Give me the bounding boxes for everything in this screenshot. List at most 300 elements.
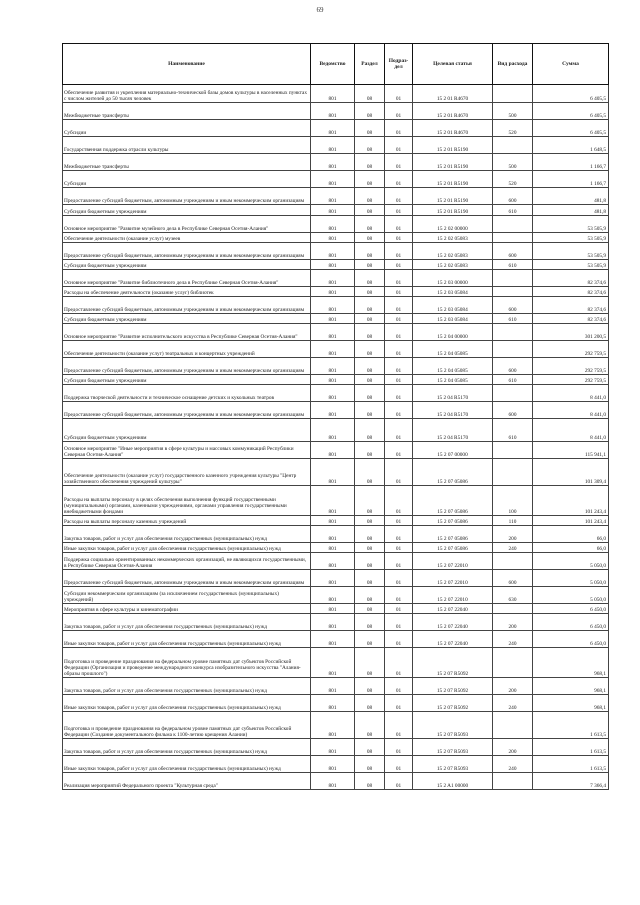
row-expense-type: 240 bbox=[493, 631, 533, 648]
row-expense-type: 610 bbox=[493, 205, 533, 216]
row-section: 08 bbox=[355, 648, 385, 678]
row-section: 08 bbox=[355, 604, 385, 614]
row-name: Иные закупки товаров, работ и услуг для обеспечения государственных (муниципальных) нужд bbox=[63, 543, 311, 553]
table-row bbox=[63, 486, 609, 516]
row-expense-type bbox=[493, 216, 533, 233]
row-name: Субсидии бюджетным учреждениям bbox=[63, 375, 311, 385]
row-subsection: 01 bbox=[385, 543, 413, 553]
row-expense-type: 600 bbox=[493, 243, 533, 260]
row-ministry: 801 bbox=[311, 648, 355, 678]
row-subsection: 01 bbox=[385, 402, 413, 419]
row-name: Закупка товаров, работ и услуг для обеспечения государственных (муниципальных) нужд bbox=[63, 678, 311, 695]
table-row bbox=[63, 260, 609, 270]
row-expense-type bbox=[493, 712, 533, 739]
row-target-article: 15 2 07 05086 bbox=[413, 526, 493, 543]
row-name: Основное мероприятие "Иные мероприятия в сфере культуры и массовых коммуникаций Республики Северная Осетия-Алания" bbox=[63, 442, 311, 459]
row-section: 08 bbox=[355, 756, 385, 773]
row-section: 08 bbox=[355, 695, 385, 712]
row-target-article: 15 2 02 00000 bbox=[413, 216, 493, 233]
row-target-article: 15 2 01 R5190 bbox=[413, 188, 493, 205]
row-ministry: 801 bbox=[311, 216, 355, 233]
row-expense-type: 500 bbox=[493, 103, 533, 120]
row-target-article: 15 2 07 05086 bbox=[413, 543, 493, 553]
row-subsection: 01 bbox=[385, 773, 413, 790]
row-expense-type: 200 bbox=[493, 739, 533, 756]
row-section: 08 bbox=[355, 526, 385, 543]
row-name: Предоставление субсидий бюджетным, автономным учреждениям и иным некоммерческим организациям bbox=[63, 358, 311, 375]
row-target-article: 15 2 07 R5092 bbox=[413, 695, 493, 712]
row-sum: 8 441,0 bbox=[533, 402, 609, 419]
row-sum: 82 374,6 bbox=[533, 314, 609, 324]
row-target-article: 15 2 04 R5170 bbox=[413, 402, 493, 419]
row-target-article: 15 2 07 R5092 bbox=[413, 678, 493, 695]
table-row bbox=[63, 314, 609, 324]
row-name: Субсидии некоммерческим организациям (за исключением государственных (муниципальных) учреждений) bbox=[63, 587, 311, 604]
table-row bbox=[63, 739, 609, 756]
row-ministry: 801 bbox=[311, 358, 355, 375]
row-section: 08 bbox=[355, 358, 385, 375]
row-section: 08 bbox=[355, 419, 385, 442]
row-section: 08 bbox=[355, 375, 385, 385]
row-name: Подготовка и проведение празднования на федеральном уровне памятных дат субъектов Российской Федерации (Организация и проведение международного конкурса изобразительного искусства "Алания-образы прошлого") bbox=[63, 648, 311, 678]
row-sum: 82 374,6 bbox=[533, 270, 609, 287]
row-target-article: 15 2 07 R5093 bbox=[413, 756, 493, 773]
row-sum: 101 309,4 bbox=[533, 459, 609, 486]
row-subsection: 01 bbox=[385, 695, 413, 712]
row-sum: 101 243,4 bbox=[533, 486, 609, 516]
row-expense-type bbox=[493, 85, 533, 103]
row-target-article: 15 2 03 00000 bbox=[413, 270, 493, 287]
row-ministry: 801 bbox=[311, 385, 355, 402]
row-target-article: 15 2 07 05086 bbox=[413, 486, 493, 516]
table-body bbox=[63, 85, 609, 790]
row-expense-type bbox=[493, 137, 533, 154]
row-expense-type: 600 bbox=[493, 402, 533, 419]
row-expense-type: 200 bbox=[493, 614, 533, 631]
row-expense-type: 240 bbox=[493, 543, 533, 553]
row-expense-type: 610 bbox=[493, 314, 533, 324]
row-target-article: 15 2 07 05086 bbox=[413, 516, 493, 526]
header-sum: Сумма bbox=[533, 44, 609, 85]
row-section: 08 bbox=[355, 243, 385, 260]
row-subsection: 01 bbox=[385, 419, 413, 442]
row-ministry: 801 bbox=[311, 171, 355, 188]
row-ministry: 801 bbox=[311, 739, 355, 756]
header-expense-type: Вид расхода bbox=[493, 44, 533, 85]
row-name: Закупка товаров, работ и услуг для обеспечения государственных (муниципальных) нужд bbox=[63, 739, 311, 756]
row-expense-type: 600 bbox=[493, 297, 533, 314]
row-section: 08 bbox=[355, 543, 385, 553]
row-target-article: 15 2 04 05085 bbox=[413, 375, 493, 385]
row-name: Предоставление субсидий бюджетным, автономным учреждениям и иным некоммерческим организациям bbox=[63, 570, 311, 587]
header-ministry: Ведомство bbox=[311, 44, 355, 85]
row-sum: 1 166,7 bbox=[533, 154, 609, 171]
row-subsection: 01 bbox=[385, 631, 413, 648]
row-expense-type bbox=[493, 553, 533, 570]
row-name: Расходы на обеспечение деятельности (оказание услуг) библиотек bbox=[63, 287, 311, 297]
row-ministry: 801 bbox=[311, 419, 355, 442]
row-expense-type: 600 bbox=[493, 188, 533, 205]
row-expense-type bbox=[493, 385, 533, 402]
page-number: 69 bbox=[316, 6, 324, 14]
row-sum: 6 405,5 bbox=[533, 85, 609, 103]
row-sum: 292 759,5 bbox=[533, 375, 609, 385]
row-sum: 53 505,9 bbox=[533, 260, 609, 270]
row-sum: 481,8 bbox=[533, 205, 609, 216]
row-sum: 6 450,0 bbox=[533, 631, 609, 648]
row-section: 08 bbox=[355, 553, 385, 570]
row-name: Субсидии bbox=[63, 120, 311, 137]
row-section: 08 bbox=[355, 120, 385, 137]
row-subsection: 01 bbox=[385, 712, 413, 739]
row-ministry: 801 bbox=[311, 614, 355, 631]
header-name: Наименование bbox=[63, 44, 311, 85]
row-name: Предоставление субсидий бюджетным, автономным учреждениям и иным некоммерческим организациям bbox=[63, 243, 311, 260]
row-sum: 5 050,0 bbox=[533, 570, 609, 587]
row-subsection: 01 bbox=[385, 614, 413, 631]
row-name: Межбюджетные трансферты bbox=[63, 103, 311, 120]
row-section: 08 bbox=[355, 205, 385, 216]
table-row bbox=[63, 287, 609, 297]
table-row bbox=[63, 375, 609, 385]
row-target-article: 15 2 A1 00000 bbox=[413, 773, 493, 790]
row-name: Субсидии бюджетным учреждениям bbox=[63, 419, 311, 442]
row-sum: 8 441,0 bbox=[533, 385, 609, 402]
row-section: 08 bbox=[355, 712, 385, 739]
row-name: Закупка товаров, работ и услуг для обеспечения государственных (муниципальных) нужд bbox=[63, 614, 311, 631]
row-section: 08 bbox=[355, 442, 385, 459]
row-ministry: 801 bbox=[311, 103, 355, 120]
row-name: Субсидии бюджетным учреждениям bbox=[63, 205, 311, 216]
row-expense-type bbox=[493, 604, 533, 614]
row-target-article: 15 2 07 R5093 bbox=[413, 712, 493, 739]
row-subsection: 01 bbox=[385, 570, 413, 587]
row-ministry: 801 bbox=[311, 243, 355, 260]
row-subsection: 01 bbox=[385, 243, 413, 260]
table-row bbox=[63, 171, 609, 188]
row-section: 08 bbox=[355, 287, 385, 297]
row-expense-type: 610 bbox=[493, 375, 533, 385]
header-subsection: Подраз-дел bbox=[385, 44, 413, 85]
row-target-article: 15 2 04 R5170 bbox=[413, 419, 493, 442]
table-row bbox=[63, 614, 609, 631]
row-ministry: 801 bbox=[311, 137, 355, 154]
row-subsection: 01 bbox=[385, 739, 413, 756]
table-row bbox=[63, 553, 609, 570]
row-target-article: 15 2 07 22040 bbox=[413, 631, 493, 648]
row-ministry: 801 bbox=[311, 526, 355, 543]
row-subsection: 01 bbox=[385, 459, 413, 486]
row-expense-type: 610 bbox=[493, 419, 533, 442]
row-name: Иные закупки товаров, работ и услуг для обеспечения государственных (муниципальных) нужд bbox=[63, 756, 311, 773]
row-subsection: 01 bbox=[385, 678, 413, 695]
row-target-article: 15 2 01 R4670 bbox=[413, 120, 493, 137]
table-row bbox=[63, 137, 609, 154]
row-sum: 1 648,5 bbox=[533, 137, 609, 154]
row-subsection: 01 bbox=[385, 587, 413, 604]
row-name: Основное мероприятие "Развитие исполнительского искусства в Республике Северная Осетия-Алания" bbox=[63, 324, 311, 341]
row-section: 08 bbox=[355, 137, 385, 154]
row-section: 08 bbox=[355, 85, 385, 103]
row-name: Субсидии bbox=[63, 171, 311, 188]
row-sum: 6 405,5 bbox=[533, 120, 609, 137]
row-section: 08 bbox=[355, 270, 385, 287]
row-section: 08 bbox=[355, 260, 385, 270]
row-ministry: 801 bbox=[311, 695, 355, 712]
row-ministry: 801 bbox=[311, 486, 355, 516]
row-subsection: 01 bbox=[385, 233, 413, 243]
row-section: 08 bbox=[355, 678, 385, 695]
row-subsection: 01 bbox=[385, 297, 413, 314]
row-subsection: 01 bbox=[385, 516, 413, 526]
row-ministry: 801 bbox=[311, 205, 355, 216]
row-section: 08 bbox=[355, 516, 385, 526]
row-expense-type bbox=[493, 287, 533, 297]
row-subsection: 01 bbox=[385, 188, 413, 205]
budget-table-container bbox=[62, 43, 608, 790]
row-expense-type: 500 bbox=[493, 154, 533, 171]
table-row bbox=[63, 385, 609, 402]
row-section: 08 bbox=[355, 154, 385, 171]
row-name: Расходы на выплаты персоналу казенных учреждений bbox=[63, 516, 311, 526]
row-ministry: 801 bbox=[311, 570, 355, 587]
row-section: 08 bbox=[355, 297, 385, 314]
row-sum: 6 450,0 bbox=[533, 614, 609, 631]
row-name: Предоставление субсидий бюджетным, автономным учреждениям и иным некоммерческим организациям bbox=[63, 188, 311, 205]
row-name: Поддержка творческой деятельности и техническое оснащение детских и кукольных театров bbox=[63, 385, 311, 402]
row-sum: 481,8 bbox=[533, 188, 609, 205]
table-header bbox=[63, 44, 609, 85]
row-section: 08 bbox=[355, 314, 385, 324]
row-subsection: 01 bbox=[385, 375, 413, 385]
table-row bbox=[63, 570, 609, 587]
row-expense-type: 630 bbox=[493, 587, 533, 604]
row-target-article: 15 2 01 R4670 bbox=[413, 85, 493, 103]
row-expense-type: 520 bbox=[493, 171, 533, 188]
row-subsection: 01 bbox=[385, 120, 413, 137]
row-expense-type: 100 bbox=[493, 486, 533, 516]
table-row bbox=[63, 631, 609, 648]
row-section: 08 bbox=[355, 459, 385, 486]
row-subsection: 01 bbox=[385, 553, 413, 570]
row-ministry: 801 bbox=[311, 260, 355, 270]
table-row bbox=[63, 648, 609, 678]
row-target-article: 15 2 04 00000 bbox=[413, 324, 493, 341]
row-target-article: 15 2 07 22040 bbox=[413, 614, 493, 631]
row-section: 08 bbox=[355, 402, 385, 419]
row-section: 08 bbox=[355, 631, 385, 648]
row-section: 08 bbox=[355, 103, 385, 120]
row-ministry: 801 bbox=[311, 120, 355, 137]
row-ministry: 801 bbox=[311, 375, 355, 385]
row-target-article: 15 2 07 R5093 bbox=[413, 739, 493, 756]
row-name: Расходы на выплаты персоналу в целях обеспечения выполнения функций государственными (муниципальными) органами, казенными учреждениями, органами управления государственными внебюджетными фондами bbox=[63, 486, 311, 516]
row-ministry: 801 bbox=[311, 85, 355, 103]
row-target-article: 15 2 01 R5190 bbox=[413, 171, 493, 188]
table-row bbox=[63, 120, 609, 137]
row-ministry: 801 bbox=[311, 604, 355, 614]
row-section: 08 bbox=[355, 341, 385, 358]
row-subsection: 01 bbox=[385, 287, 413, 297]
row-ministry: 801 bbox=[311, 188, 355, 205]
table-row bbox=[63, 233, 609, 243]
row-name: Иные закупки товаров, работ и услуг для обеспечения государственных (муниципальных) нужд bbox=[63, 695, 311, 712]
row-name: Государственная поддержка отрасли культуры bbox=[63, 137, 311, 154]
row-name: Предоставление субсидий бюджетным, автономным учреждениям и иным некоммерческим организациям bbox=[63, 402, 311, 419]
row-sum: 66,0 bbox=[533, 543, 609, 553]
row-sum: 968,1 bbox=[533, 678, 609, 695]
row-name: Поддержка социально ориентированных некоммерческих организаций, не являющихся государственными, в Республике Северная Осетия-Алания bbox=[63, 553, 311, 570]
row-target-article: 15 2 01 R5190 bbox=[413, 205, 493, 216]
table-row bbox=[63, 712, 609, 739]
row-ministry: 801 bbox=[311, 341, 355, 358]
row-ministry: 801 bbox=[311, 516, 355, 526]
row-ministry: 801 bbox=[311, 459, 355, 486]
row-sum: 66,0 bbox=[533, 526, 609, 543]
table-row bbox=[63, 216, 609, 233]
row-subsection: 01 bbox=[385, 314, 413, 324]
row-expense-type bbox=[493, 270, 533, 287]
row-sum: 53 505,9 bbox=[533, 216, 609, 233]
row-subsection: 01 bbox=[385, 442, 413, 459]
row-subsection: 01 bbox=[385, 85, 413, 103]
row-target-article: 15 2 03 05084 bbox=[413, 287, 493, 297]
table-row bbox=[63, 270, 609, 287]
row-target-article: 15 2 07 05086 bbox=[413, 459, 493, 486]
table-row bbox=[63, 358, 609, 375]
table-row bbox=[63, 324, 609, 341]
row-subsection: 01 bbox=[385, 270, 413, 287]
row-name: Основное мероприятие "Развитие библиотечного дела в Республике Северная Осетия-Алания" bbox=[63, 270, 311, 287]
table-row bbox=[63, 678, 609, 695]
table-row bbox=[63, 442, 609, 459]
row-expense-type: 600 bbox=[493, 570, 533, 587]
row-name: Субсидии бюджетным учреждениям bbox=[63, 260, 311, 270]
row-expense-type: 110 bbox=[493, 516, 533, 526]
row-target-article: 15 2 04 R5170 bbox=[413, 385, 493, 402]
row-target-article: 15 2 02 05083 bbox=[413, 233, 493, 243]
table-row bbox=[63, 459, 609, 486]
row-sum: 1 613,5 bbox=[533, 712, 609, 739]
table-row bbox=[63, 402, 609, 419]
row-ministry: 801 bbox=[311, 233, 355, 243]
row-sum: 6 450,0 bbox=[533, 604, 609, 614]
row-section: 08 bbox=[355, 614, 385, 631]
row-ministry: 801 bbox=[311, 712, 355, 739]
row-sum: 115 941,1 bbox=[533, 442, 609, 459]
row-ministry: 801 bbox=[311, 154, 355, 171]
row-name: Обеспечение деятельности (оказание услуг) музеев bbox=[63, 233, 311, 243]
row-ministry: 801 bbox=[311, 442, 355, 459]
row-expense-type bbox=[493, 442, 533, 459]
table-row bbox=[63, 341, 609, 358]
table-row bbox=[63, 587, 609, 604]
row-section: 08 bbox=[355, 233, 385, 243]
row-ministry: 801 bbox=[311, 773, 355, 790]
row-subsection: 01 bbox=[385, 324, 413, 341]
row-sum: 53 505,9 bbox=[533, 233, 609, 243]
row-expense-type bbox=[493, 324, 533, 341]
row-expense-type: 240 bbox=[493, 695, 533, 712]
row-sum: 8 441,0 bbox=[533, 419, 609, 442]
row-target-article: 15 2 04 05085 bbox=[413, 341, 493, 358]
row-target-article: 15 2 02 05083 bbox=[413, 260, 493, 270]
row-name: Обеспечение развития и укрепления материально-технической базы домов культуры в населенных пунктах с числом жителей до 50 тысяч человек bbox=[63, 85, 311, 103]
table-row bbox=[63, 419, 609, 442]
row-name: Мероприятия в сфере культуры и кинематографии bbox=[63, 604, 311, 614]
table-row bbox=[63, 695, 609, 712]
row-sum: 5 050,0 bbox=[533, 587, 609, 604]
row-subsection: 01 bbox=[385, 756, 413, 773]
row-expense-type: 520 bbox=[493, 120, 533, 137]
row-expense-type bbox=[493, 341, 533, 358]
row-expense-type: 610 bbox=[493, 260, 533, 270]
row-name: Иные закупки товаров, работ и услуг для обеспечения государственных (муниципальных) нужд bbox=[63, 631, 311, 648]
row-sum: 301 200,5 bbox=[533, 324, 609, 341]
row-section: 08 bbox=[355, 171, 385, 188]
row-subsection: 01 bbox=[385, 137, 413, 154]
header-section: Раздел bbox=[355, 44, 385, 85]
row-expense-type bbox=[493, 233, 533, 243]
row-subsection: 01 bbox=[385, 341, 413, 358]
row-name: Подготовка и проведение празднования на федеральном уровне памятных дат субъектов Российской Федерации (Создание документального фильма к 1100-летию крещения Алании) bbox=[63, 712, 311, 739]
row-subsection: 01 bbox=[385, 260, 413, 270]
row-sum: 6 405,5 bbox=[533, 103, 609, 120]
table-row bbox=[63, 516, 609, 526]
row-subsection: 01 bbox=[385, 205, 413, 216]
row-ministry: 801 bbox=[311, 756, 355, 773]
row-ministry: 801 bbox=[311, 402, 355, 419]
row-target-article: 15 2 01 R5190 bbox=[413, 154, 493, 171]
row-name: Предоставление субсидий бюджетным, автономным учреждениям и иным некоммерческим организациям bbox=[63, 297, 311, 314]
table-row bbox=[63, 205, 609, 216]
table-row bbox=[63, 188, 609, 205]
table-row bbox=[63, 103, 609, 120]
row-ministry: 801 bbox=[311, 553, 355, 570]
row-sum: 7 366,4 bbox=[533, 773, 609, 790]
row-section: 08 bbox=[355, 385, 385, 402]
row-section: 08 bbox=[355, 773, 385, 790]
row-sum: 5 050,0 bbox=[533, 553, 609, 570]
row-sum: 82 374,6 bbox=[533, 287, 609, 297]
row-ministry: 801 bbox=[311, 287, 355, 297]
row-target-article: 15 2 03 05084 bbox=[413, 297, 493, 314]
row-expense-type: 600 bbox=[493, 358, 533, 375]
row-section: 08 bbox=[355, 188, 385, 205]
table-row bbox=[63, 604, 609, 614]
row-subsection: 01 bbox=[385, 358, 413, 375]
row-name: Межбюджетные трансферты bbox=[63, 154, 311, 171]
row-subsection: 01 bbox=[385, 486, 413, 516]
table-row bbox=[63, 297, 609, 314]
row-section: 08 bbox=[355, 216, 385, 233]
row-expense-type bbox=[493, 648, 533, 678]
row-expense-type: 200 bbox=[493, 678, 533, 695]
row-sum: 292 759,5 bbox=[533, 341, 609, 358]
table-row bbox=[63, 756, 609, 773]
row-ministry: 801 bbox=[311, 297, 355, 314]
row-target-article: 15 2 07 22010 bbox=[413, 570, 493, 587]
row-expense-type: 240 bbox=[493, 756, 533, 773]
row-section: 08 bbox=[355, 587, 385, 604]
row-name: Обеспечение деятельности (оказание услуг) театральных и концертных учреждений bbox=[63, 341, 311, 358]
table-row bbox=[63, 773, 609, 790]
row-subsection: 01 bbox=[385, 604, 413, 614]
row-subsection: 01 bbox=[385, 526, 413, 543]
header-target-article: Целевая статья bbox=[413, 44, 493, 85]
row-subsection: 01 bbox=[385, 648, 413, 678]
row-sum: 1 613,5 bbox=[533, 739, 609, 756]
